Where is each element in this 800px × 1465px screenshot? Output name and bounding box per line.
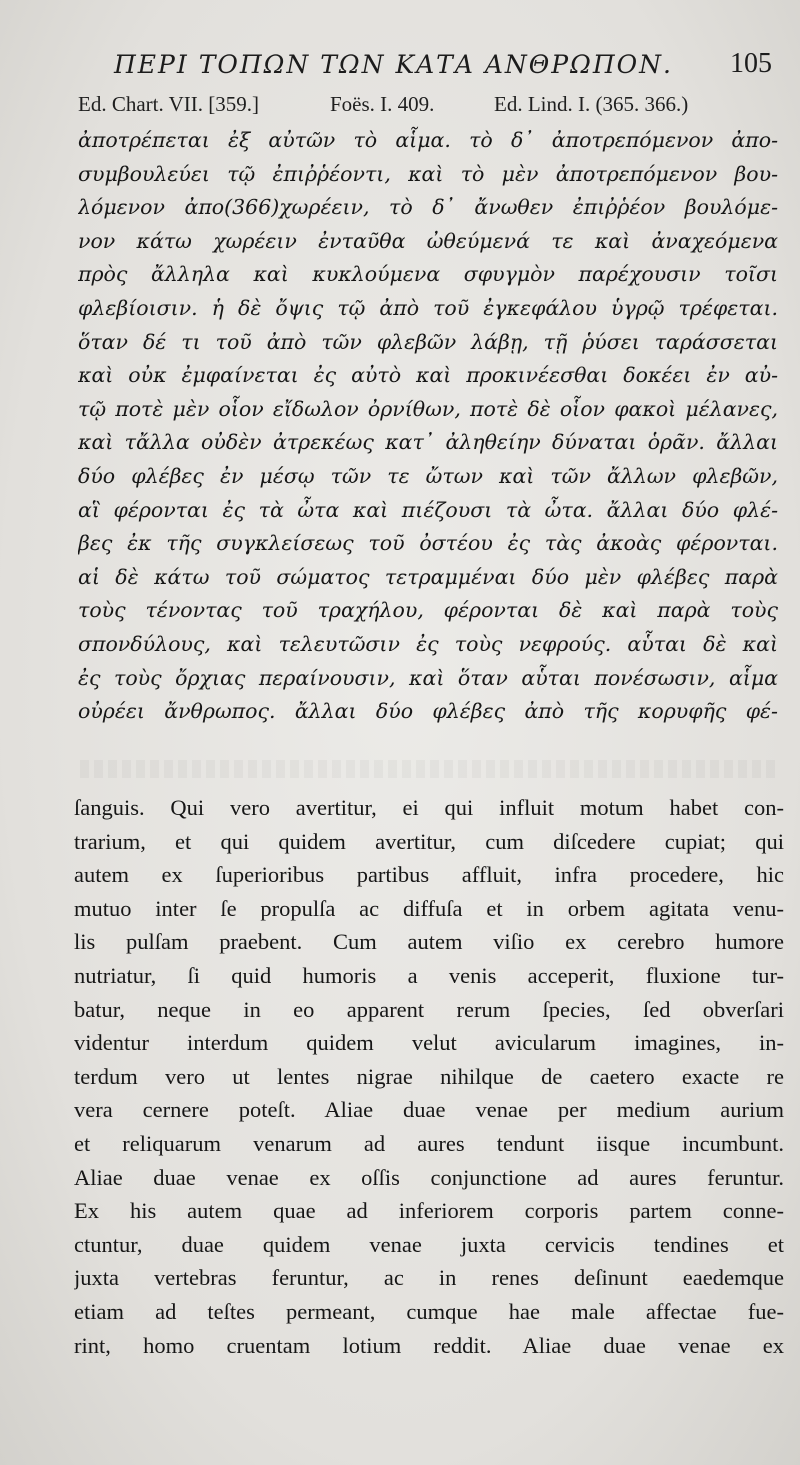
greek-line: νον κάτω χωρέειν ἐνταῦθα ὠθεύμενά τε καὶ ἀναχεόμενα: [78, 228, 778, 253]
latin-line: Ex his autem quae ad inferiorem corporis partem conne-: [74, 1198, 784, 1224]
latin-line: mutuo inter ſe propulſa ac diffuſa et in orbem agitata venu-: [74, 895, 784, 921]
ref-foes: Foës. I. 409.: [330, 92, 435, 116]
latin-line: autem ex ſuperioribus partibus affluit, infra procedere, hic: [74, 862, 784, 888]
latin-line: rint, homo cruentam lotium reddit. Aliae duae venae ex: [74, 1332, 784, 1358]
ref-lind: Ed. Lind. I. (365. 366.): [494, 92, 689, 116]
greek-line: τοὺς τένοντας τοῦ τραχήλου, φέρονται δὲ καὶ παρὰ τοὺς: [78, 598, 778, 623]
latin-line: et reliquarum venarum ad aures tendunt iisque incumbunt.: [74, 1130, 784, 1156]
show-through-shadow: [80, 760, 780, 778]
greek-line: οὐρέει ἄνθρωπος. ἄλλαι δύο φλέβες ἀπὸ τῆς κορυφῆς φέ-: [78, 699, 778, 724]
greek-line: δύο φλέβες ἐν μέσῳ τῶν τε ὤτων καὶ τῶν ἄλλων φλεβῶν,: [78, 463, 778, 488]
latin-line: trarium, et qui quidem avertitur, cum diſcedere cupiat; qui: [74, 828, 784, 854]
greek-text: [78, 124, 778, 729]
latin-line: lis pulſam praebent. Cum autem viſio ex cerebro humore: [74, 929, 784, 955]
greek-line: ὅταν δέ τι τοῦ ἀπὸ τῶν φλεβῶν λάβῃ, τῇ ῥύσει ταράσσεται: [78, 329, 778, 354]
greek-line: καὶ οὐκ ἐμφαίνεται ἐς αὐτὸ καὶ προκινέεσθαι δοκέει ἐν αὐ-: [78, 363, 778, 388]
latin-text: [74, 791, 784, 1362]
latin-line: ſanguis. Qui vero avertitur, ei qui influit motum habet con-: [74, 795, 784, 820]
edition-references: [78, 88, 778, 124]
latin-line: ctuntur, duae quidem venae juxta cervicis tendines et: [74, 1231, 784, 1257]
greek-line: συμβουλεύει τῷ ἐπιῤῥέοντι, καὶ τὸ μὲν ἀποτρεπόμενον βου-: [78, 161, 778, 186]
greek-line: σπονδύλους, καὶ τελευτῶσιν ἐς τοὺς νεφρούς. αὗται δὲ καὶ: [78, 631, 778, 656]
latin-line: terdum vero ut lentes nigrae nihilque de caetero exacte re: [74, 1063, 784, 1089]
greek-line: πρὸς ἄλληλα καὶ κυκλούμενα σφυγμὸν παρέχουσιν τοῖσι: [78, 262, 778, 287]
page-number: 105: [730, 48, 772, 79]
ref-chartier: Ed. Chart. VII. [359.]: [78, 92, 259, 116]
latin-line: batur, neque in eo apparent rerum ſpecies, ſed obverſari: [74, 996, 784, 1022]
latin-line: etiam ad teſtes permeant, cumque hae male affectae fue-: [74, 1298, 784, 1324]
greek-line: καὶ τἄλλα οὐδὲν ἀτρεκέως κατ᾿ ἀληθείην δύναται ὁρᾶν. ἄλλαι: [78, 430, 778, 455]
latin-line: juxta vertebras feruntur, ac in renes deſinunt eaedemque: [74, 1265, 784, 1291]
greek-line: φλεβίοισιν. ἡ δὲ ὄψις τῷ ἀπὸ τοῦ ἐγκεφάλου ὑγρῷ τρέφεται.: [78, 295, 778, 320]
running-title: ΠΕΡΙ ΤΟΠΩΝ ΤΩΝ ΚΑΤΑ ΑΝΘΡΩΠΟΝ.: [114, 50, 673, 79]
greek-line: ἐς τοὺς ὄρχιας περαίνουσιν, καὶ ὅταν αὗται πονέσωσιν, αἷμα: [78, 665, 778, 690]
greek-line: αἳ φέρονται ἐς τὰ ὦτα καὶ πιέζουσι τὰ ὦτα. ἄλλαι δύο φλέ-: [78, 497, 778, 522]
greek-line: βες ἐκ τῆς συγκλείσεως τοῦ ὀστέου ἐς τὰς ἀκοὰς φέρονται.: [78, 531, 778, 556]
latin-line: videntur interdum quidem velut avicularum imagines, in-: [74, 1030, 784, 1056]
greek-line: τῷ ποτὲ μὲν οἷον εἴδωλον ὀρνίθων, ποτὲ δὲ οἷον φακοὶ μέλανες,: [78, 396, 778, 421]
page-header: [82, 46, 772, 90]
greek-line: ἀποτρέπεται ἐξ αὐτῶν τὸ αἷμα. τὸ δ᾿ ἀποτρεπόμενον ἀπο-: [78, 128, 778, 152]
greek-line: λόμενον ἀπο(366)χωρέειν, τὸ δ᾿ ἄνωθεν ἐπιῤῥέον βουλόμε-: [78, 195, 778, 220]
latin-line: nutriatur, ſi quid humoris a venis acceperit, fluxione tur-: [74, 962, 784, 988]
greek-line: αἱ δὲ κάτω τοῦ σώματος τετραμμέναι δύο μὲν φλέβες παρὰ: [78, 564, 778, 589]
latin-line: Aliae duae venae ex oſſis conjunctione ad aures feruntur.: [74, 1164, 784, 1190]
latin-line: vera cernere poteſt. Aliae duae venae per medium aurium: [74, 1097, 784, 1123]
